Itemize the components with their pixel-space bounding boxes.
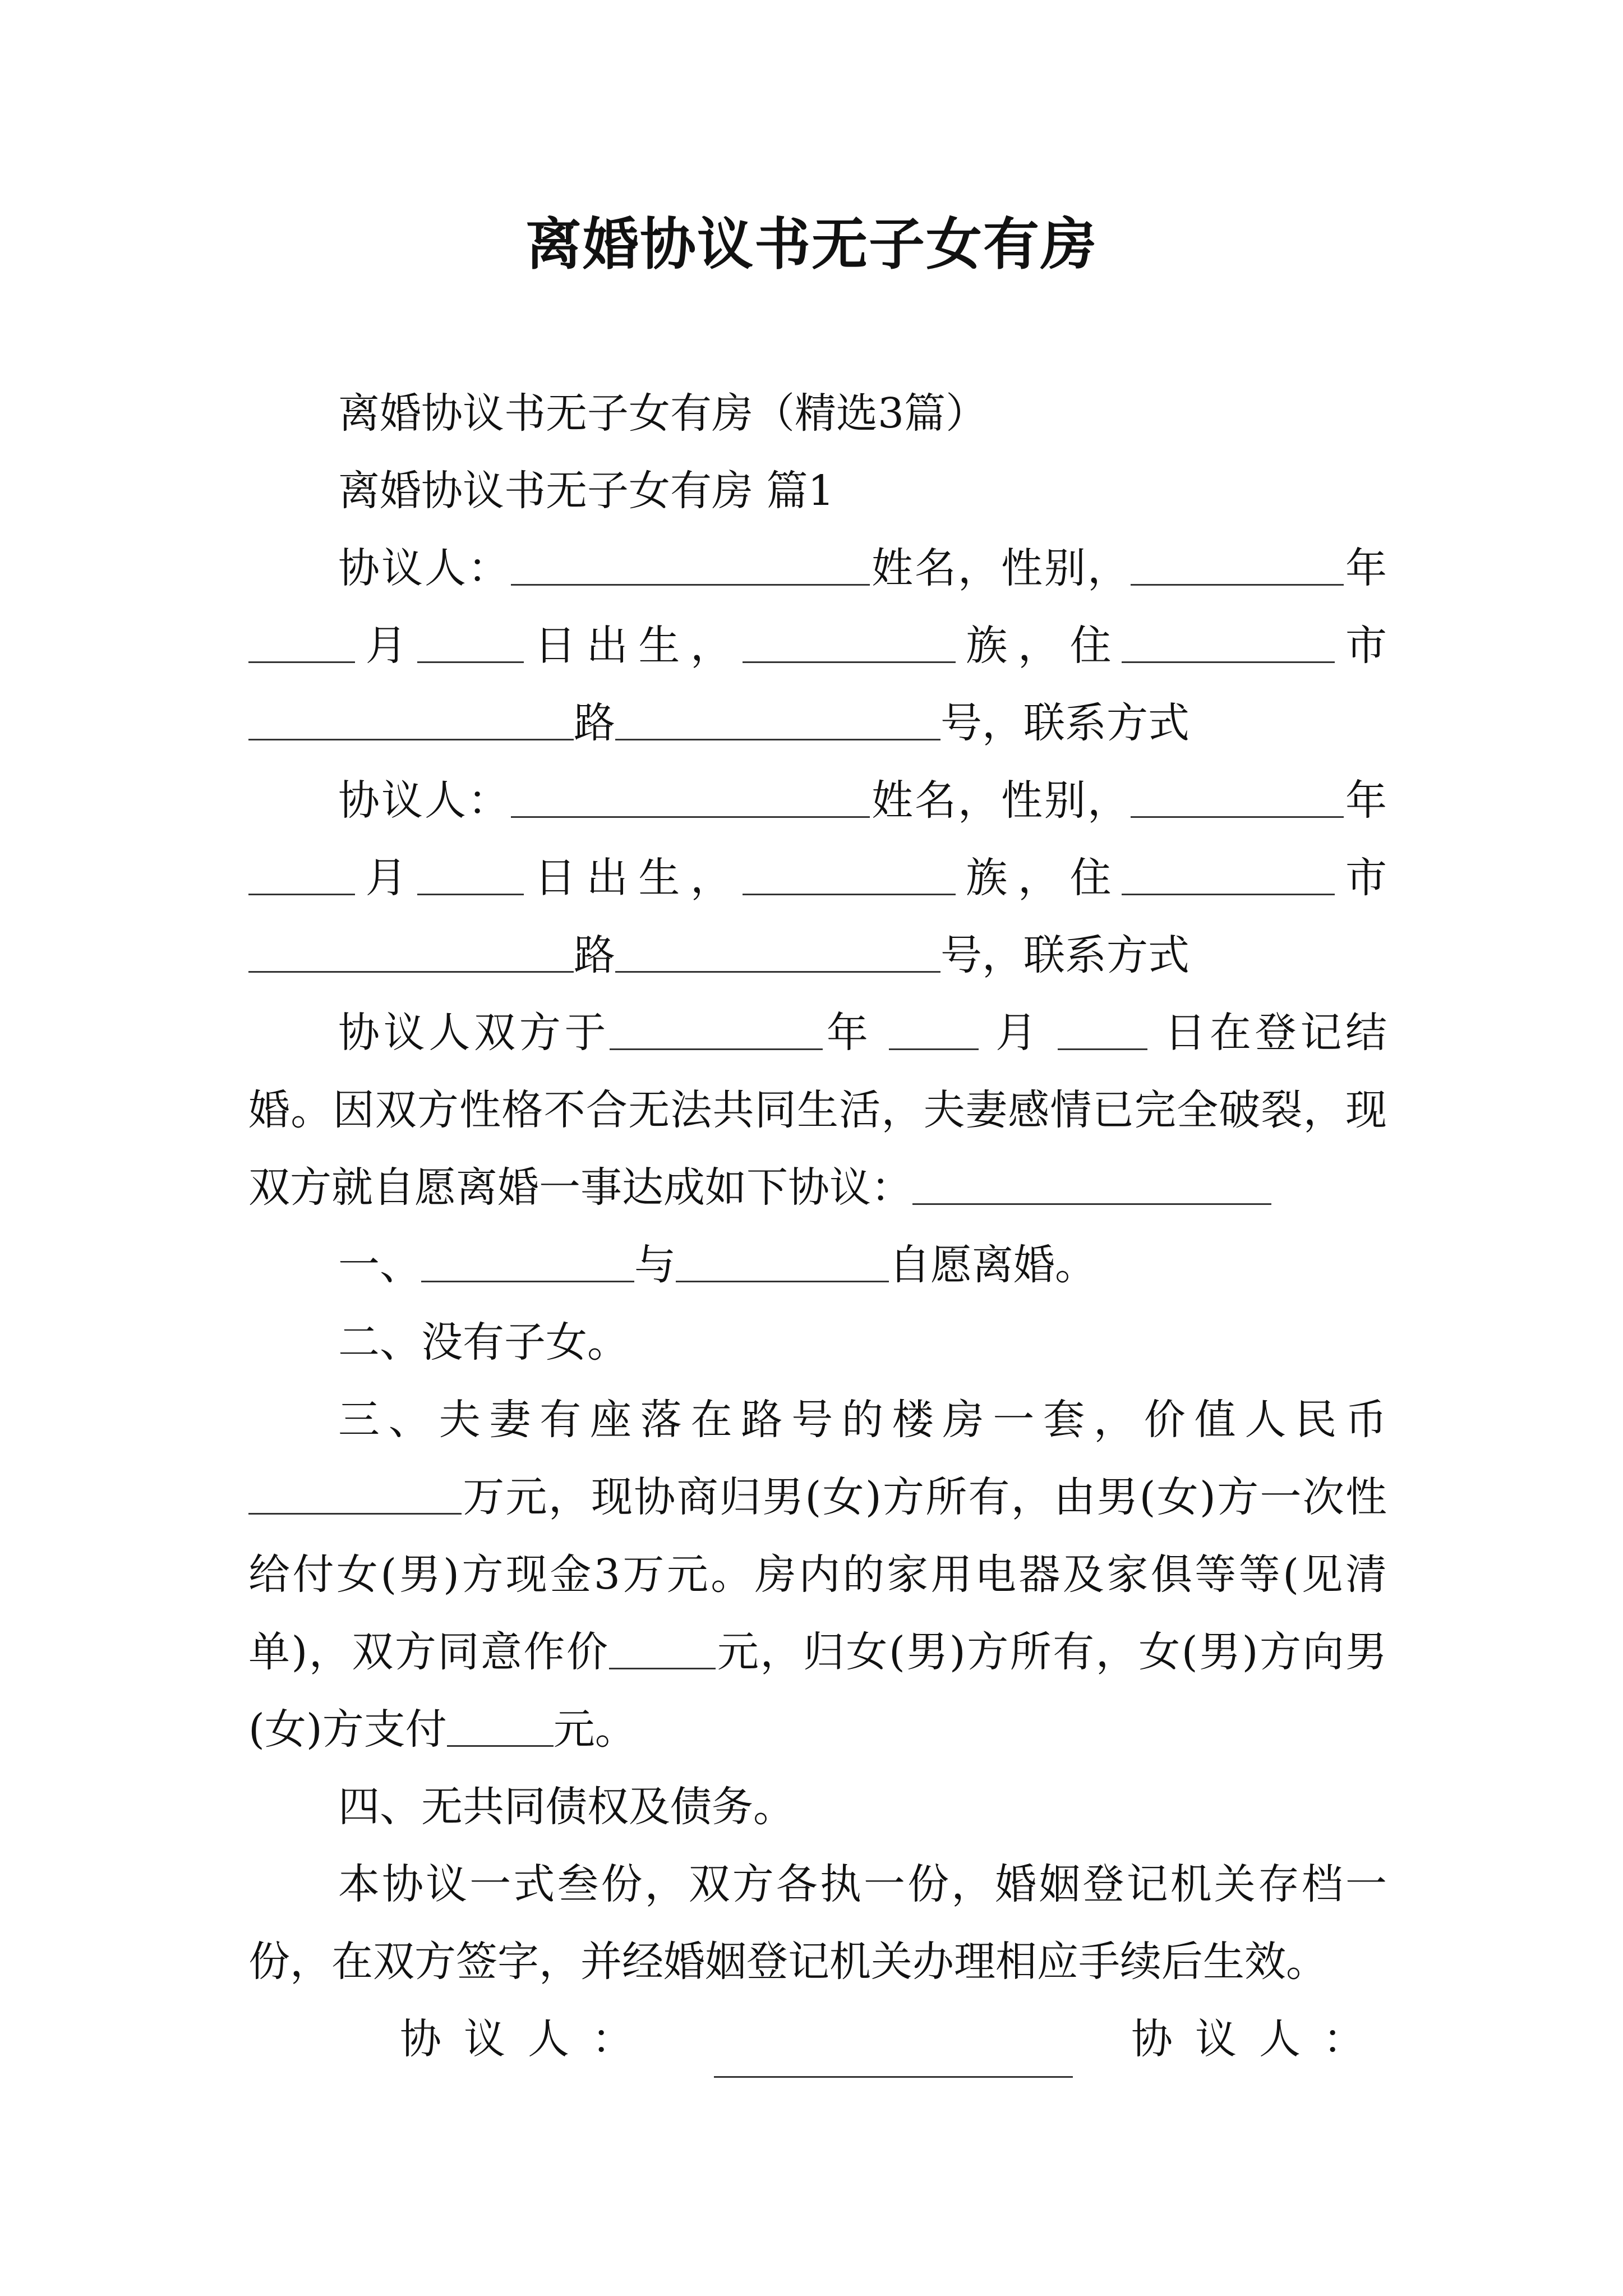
year-label: 年 — [1344, 544, 1387, 592]
party-2-number-blank[interactable] — [615, 931, 940, 973]
clause-3-part1: 三、夫妻有座落在路号的楼房一套，价值人民币 — [338, 1396, 1387, 1444]
party-2-city-blank[interactable] — [1122, 853, 1335, 895]
marriage-prefix: 协议人双方于 — [338, 1009, 610, 1057]
house-value-blank[interactable] — [248, 1473, 462, 1515]
clause-1-suffix: 自愿离婚。 — [889, 1241, 1096, 1289]
party-2-day-blank[interactable] — [417, 853, 524, 895]
clause-2: 二、没有子女。 — [338, 1318, 629, 1366]
appliance-price-blank[interactable] — [609, 1627, 716, 1669]
clause-4: 四、无共同债权及债务。 — [338, 1783, 795, 1831]
birth-label: 日出生， — [524, 622, 743, 670]
party-2-road-blank[interactable] — [248, 931, 574, 973]
party-2-ethnic-blank[interactable] — [743, 853, 956, 895]
marriage-rest: 日在登记结婚。因双方性格不合无法共同生活，夫妻感情已完全破裂，现双方就自愿离婚一事达成如下协议： — [248, 1009, 1387, 1212]
signature-right-label: 协议人： — [1131, 2015, 1387, 2063]
payment-amount-blank[interactable] — [447, 1705, 554, 1747]
clause-1-party-b-blank[interactable] — [676, 1240, 889, 1282]
signature-left-label: 协议人： — [400, 2015, 656, 2063]
marriage-year-blank[interactable] — [610, 1008, 823, 1050]
marriage-month-label: 月 — [995, 1009, 1041, 1057]
agreement-blank[interactable] — [912, 1163, 1271, 1205]
name-gender-label: 姓名，性别， — [870, 776, 1131, 825]
signature-left-blank[interactable] — [714, 2036, 1073, 2078]
clause-3 — [248, 1381, 1387, 1768]
marriage-day-blank[interactable] — [1058, 1008, 1147, 1050]
party-2-month-blank[interactable] — [248, 853, 355, 895]
party-1-month-blank[interactable] — [248, 621, 355, 663]
city-label: 市 — [1335, 854, 1387, 902]
year-label: 年 — [1344, 776, 1387, 825]
clause-1-party-a-blank[interactable] — [421, 1240, 634, 1282]
clause-1 — [248, 1226, 1387, 1304]
marriage-month-blank[interactable] — [889, 1008, 979, 1050]
clause-1-prefix: 一、 — [338, 1241, 421, 1289]
clause-1-with: 与 — [634, 1241, 676, 1289]
party-2-info — [248, 762, 1387, 994]
road-label: 路 — [574, 931, 615, 979]
section-heading: 离婚协议书无子女有房 篇1 — [338, 467, 834, 515]
document-body — [248, 375, 1387, 2078]
marriage-year-label: 年 — [823, 1009, 872, 1057]
party-1-ethnic-blank[interactable] — [743, 621, 956, 663]
name-gender-label: 姓名，性别， — [870, 544, 1131, 592]
number-contact-label: 号，联系方式 — [940, 931, 1189, 979]
party-label: 协议人： — [338, 776, 511, 825]
number-contact-label: 号，联系方式 — [940, 699, 1189, 747]
party-1-city-blank[interactable] — [1122, 621, 1335, 663]
party-2-gender-blank[interactable] — [1131, 776, 1344, 818]
party-1-gender-blank[interactable] — [1131, 544, 1344, 586]
clause-3-part4: 元。 — [553, 1705, 637, 1754]
city-label: 市 — [1335, 622, 1387, 670]
clause-3-part2: 万元，现协商归男(女)方所有，由男(女)方一次性给付女(男)方现金3万元。房内的家用电器及家俱等等(见清单)，双方同意作价 — [248, 1473, 1387, 1676]
month-label: 月 — [355, 622, 418, 670]
party-1-name-blank[interactable] — [511, 544, 870, 586]
birth-label: 日出生， — [524, 854, 743, 902]
party-label: 协议人： — [338, 544, 511, 592]
document-title: 离婚协议书无子女有房 — [525, 211, 1098, 277]
marriage-statement — [248, 994, 1387, 1226]
party-2-name-blank[interactable] — [511, 776, 870, 818]
signature-row — [248, 2000, 1387, 2078]
closing-statement: 本协议一式叁份，双方各执一份，婚姻登记机关存档一份，在双方签字，并经婚姻登记机关办理相应手续后生效。 — [248, 1860, 1387, 1986]
road-label: 路 — [574, 699, 615, 747]
ethnic-residence-label: 族，住 — [955, 854, 1122, 902]
ethnic-residence-label: 族，住 — [955, 622, 1122, 670]
party-1-day-blank[interactable] — [417, 621, 524, 663]
party-1-road-blank[interactable] — [248, 698, 574, 740]
clause-3-part3: 元，归女(男)方所有，女(男)方向男(女)方支付 — [248, 1628, 1387, 1754]
month-label: 月 — [355, 854, 418, 902]
party-1-info — [248, 530, 1387, 762]
party-1-number-blank[interactable] — [615, 698, 940, 740]
subtitle: 离婚协议书无子女有房（精选3篇） — [338, 389, 988, 438]
